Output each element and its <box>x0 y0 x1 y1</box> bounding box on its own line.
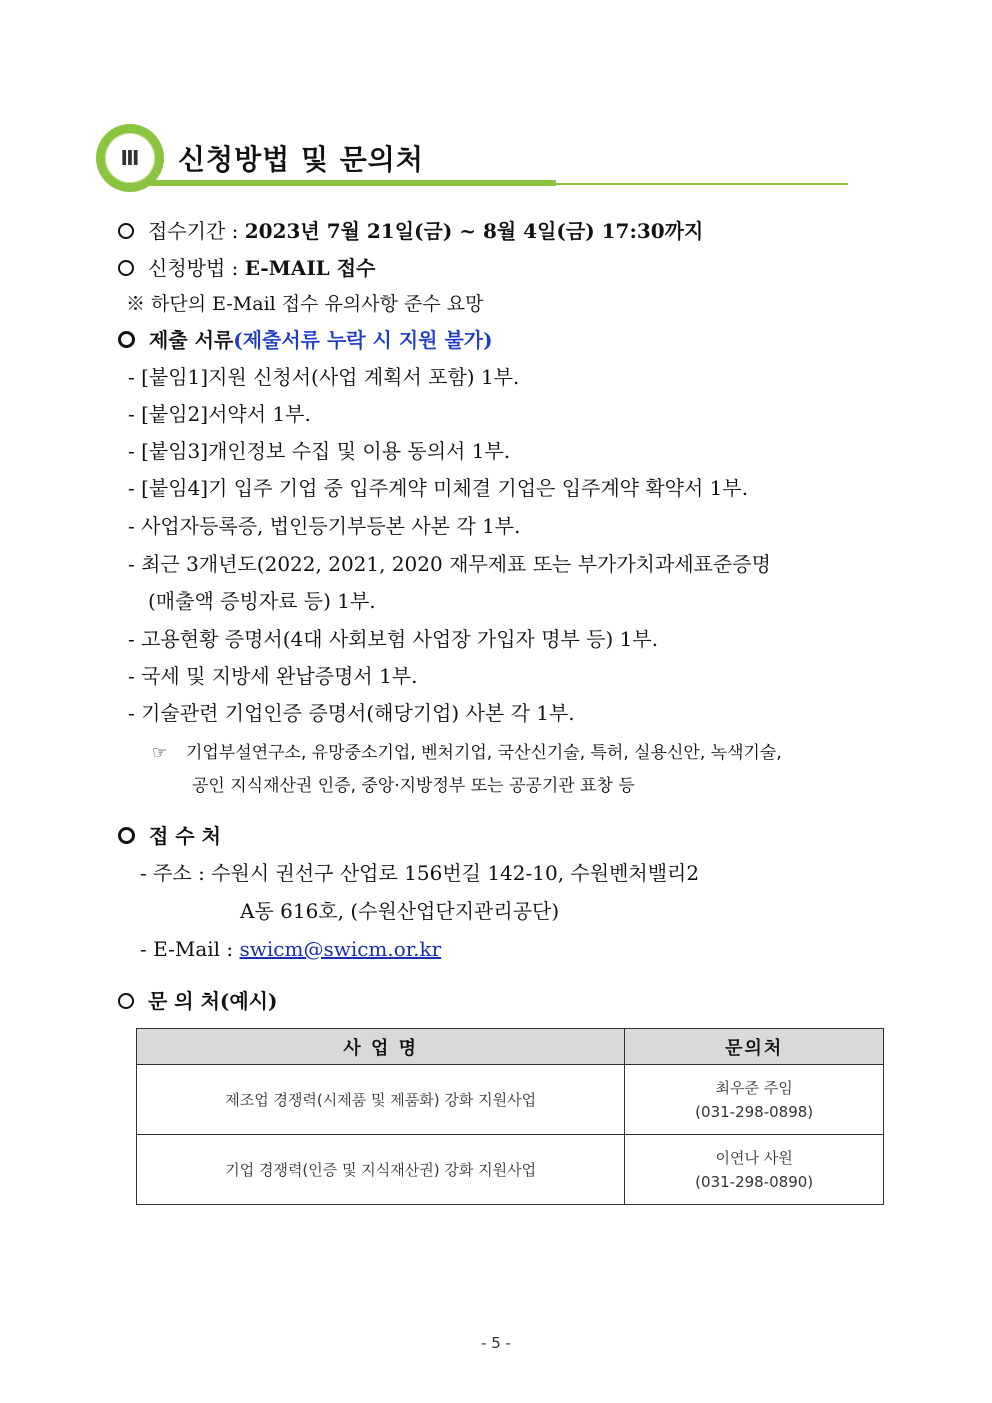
documents-warning: (제출서류 누락 시 지원 불가) <box>233 328 493 352</box>
reception-address-cont: A동 616호, (수원산업단지관리공단) <box>240 899 560 923</box>
documents-label: 제출 서류 <box>149 328 234 352</box>
circle-bullet-icon <box>118 827 135 844</box>
reception-heading <box>118 823 221 849</box>
project-cell: 기업 경쟁력(인증 및 지식재산권) 강화 지원사업 <box>137 1135 625 1205</box>
pointing-hand-icon: ☞ <box>152 743 168 763</box>
period-label: 접수기간 : <box>148 219 239 243</box>
document-item: - 국세 및 지방세 완납증명서 1부. <box>128 664 418 688</box>
project-cell: 제조업 경쟁력(시제품 및 제품화) 강화 지원사업 <box>137 1065 625 1135</box>
circle-bullet-icon <box>118 993 134 1009</box>
cert-note-line1 <box>152 740 782 766</box>
table-row <box>137 1135 884 1205</box>
circle-bullet-icon <box>118 331 135 348</box>
table-row <box>137 1065 884 1135</box>
contacts-table <box>136 1028 884 1205</box>
section-title: 신청방법 및 문의처 <box>178 143 424 176</box>
document-item: - [붙임2]서약서 1부. <box>128 402 311 426</box>
method-value: E-MAIL 접수 <box>244 256 376 280</box>
contact-cell <box>625 1135 884 1205</box>
section-number-badge <box>96 124 164 192</box>
page-number: - 5 - <box>481 1334 511 1352</box>
contact-person: 최우준 주임 <box>715 1078 793 1097</box>
table-header-row <box>137 1029 884 1065</box>
circle-bullet-icon <box>118 260 134 276</box>
section-number: Ⅲ <box>120 146 140 170</box>
document-item-continuation: (매출액 증빙자료 등) 1부. <box>148 589 376 613</box>
document-item: - [붙임1]지원 신청서(사업 계획서 포함) 1부. <box>128 365 520 389</box>
email-label: - E-Mail : <box>140 937 234 961</box>
circle-bullet-icon <box>118 223 134 239</box>
document-item: - [붙임4]기 입주 기업 중 입주계약 미체결 기업은 입주계약 확약서 1부. <box>128 476 749 500</box>
column-header-contact: 문의처 <box>625 1029 884 1065</box>
contact-phone: (031-298-0898) <box>695 1102 814 1121</box>
header-underline-thin <box>556 183 848 185</box>
documents-heading <box>118 327 493 353</box>
reception-address: - 주소 : 수원시 권선구 산업로 156번길 142-10, 수원벤처밸리2 <box>140 861 700 885</box>
contact-person: 이연나 사원 <box>715 1148 793 1167</box>
reception-title: 접 수 처 <box>149 824 221 848</box>
email-note: ※ 하단의 E-Mail 접수 유의사항 준수 요망 <box>126 293 484 315</box>
cert-note-line2: 공인 지식재산권 인증, 중앙·지방정부 또는 공공기관 표창 등 <box>192 776 635 796</box>
document-item: - 기술관련 기업인증 증명서(해당기업) 사본 각 1부. <box>128 701 575 725</box>
header-underline <box>136 180 556 186</box>
section-header <box>96 124 856 194</box>
method-label: 신청방법 : <box>148 256 239 280</box>
document-item: - 고용현황 증명서(4대 사회보험 사업장 가입자 명부 등) 1부. <box>128 627 659 651</box>
reception-email-line <box>140 936 441 962</box>
email-link[interactable]: swicm@swicm.or.kr <box>239 937 442 961</box>
column-header-project: 사 업 명 <box>137 1029 625 1065</box>
document-item: - 최근 3개년도(2022, 2021, 2020 재무제표 또는 부가가치과세표준증명 <box>128 552 771 576</box>
cert-note-text: 기업부설연구소, 유망중소기업, 벤처기업, 국산신기술, 특허, 실용신안, 녹색기술, <box>186 743 782 763</box>
period-line <box>118 218 703 244</box>
contacts-title: 문 의 처(예시) <box>148 989 278 1013</box>
method-line <box>118 255 375 281</box>
document-item: - 사업자등록증, 법인등기부등본 사본 각 1부. <box>128 514 521 538</box>
contacts-heading <box>118 988 277 1014</box>
document-item: - [붙임3]개인정보 수집 및 이용 동의서 1부. <box>128 439 511 463</box>
period-value: 2023년 7월 21일(금) ~ 8월 4일(금) 17:30까지 <box>244 219 704 243</box>
contact-cell <box>625 1065 884 1135</box>
contact-phone: (031-298-0890) <box>695 1172 814 1191</box>
